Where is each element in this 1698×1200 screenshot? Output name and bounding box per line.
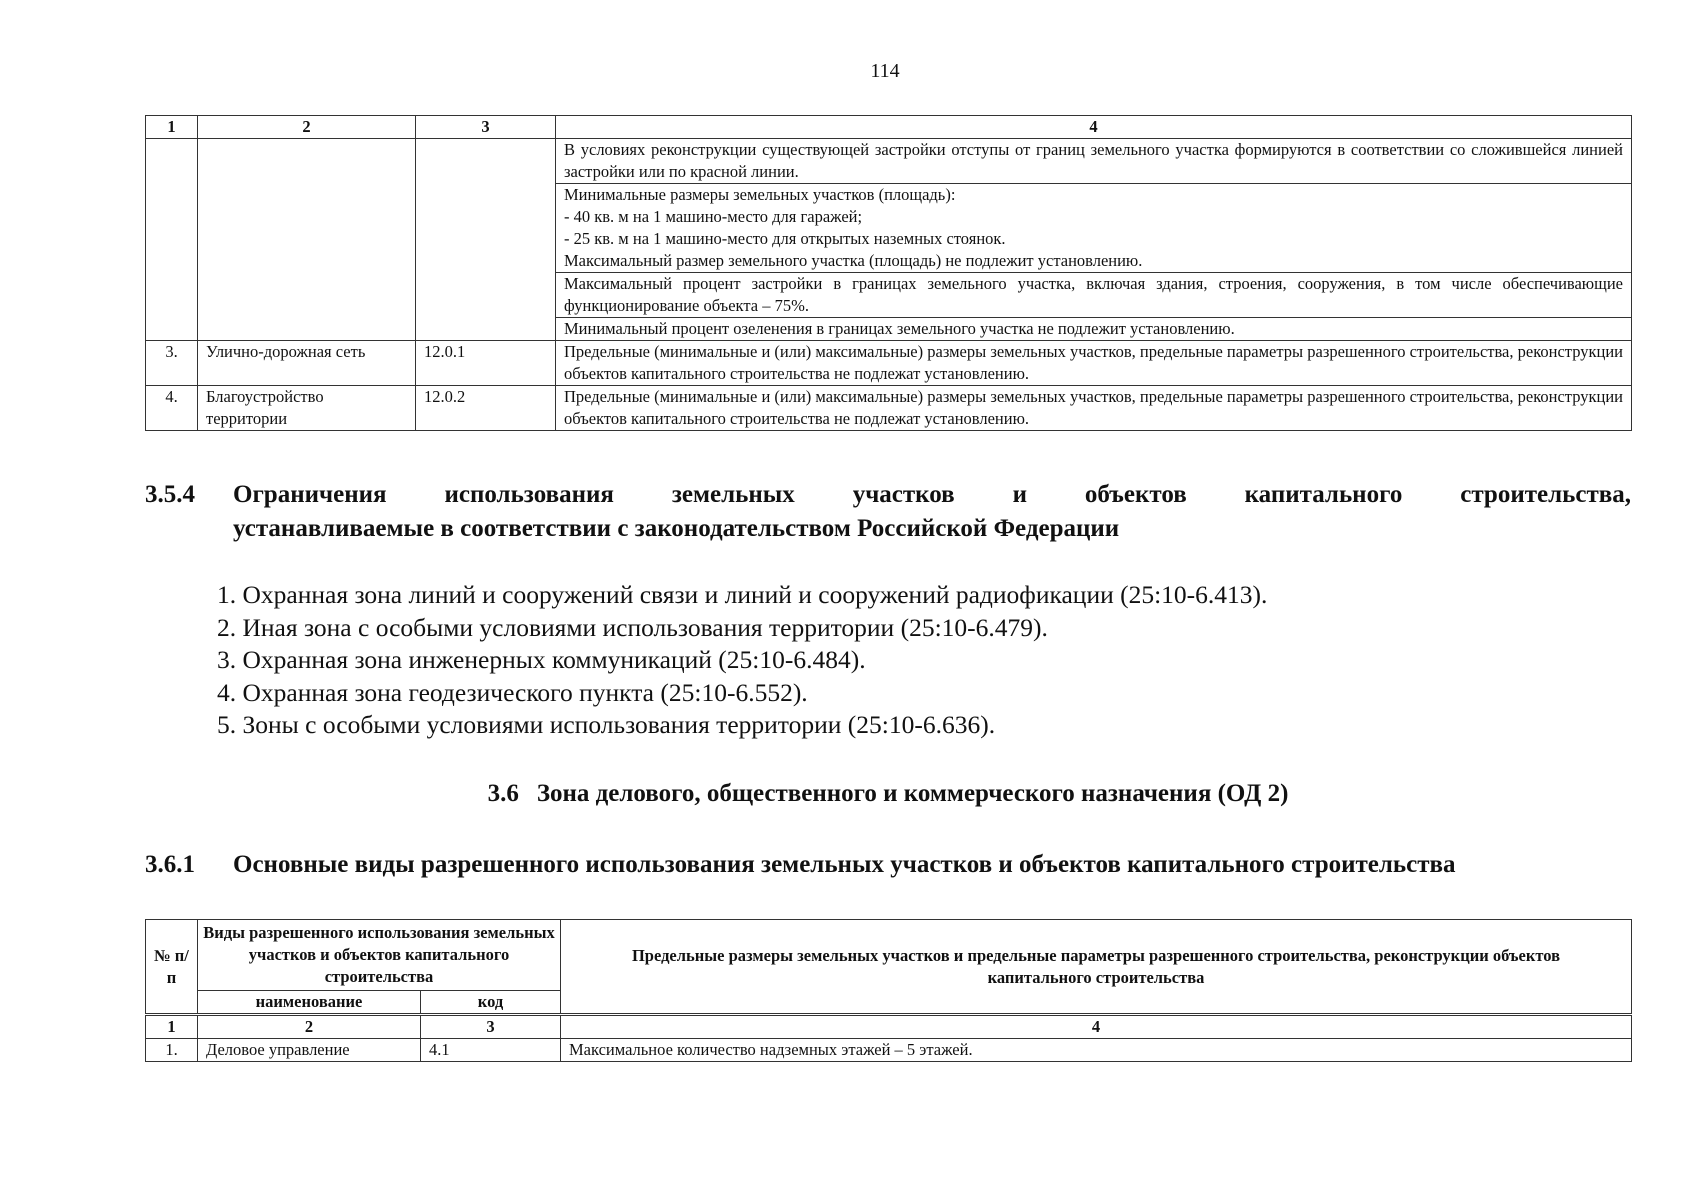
row-params: Максимальное количество надземных этажей – 5 этажей. (561, 1039, 1632, 1062)
section-title: Зона делового, общественного и коммерческого назначения (ОД 2) (536, 780, 1289, 807)
min-area-garages: - 40 кв. м на 1 машино-место для гаражей; (564, 207, 863, 226)
max-build-percent: Максимальный процент застройки в границах земельного участка, включая здания, строения, сооружения, в том числе обеспечивающие функционирование объекта – 75%. (556, 272, 1631, 317)
section-title: Основные виды разрешенного использования земельных участков и объектов капитального строительства (233, 851, 1456, 878)
header-name: наименование (198, 991, 421, 1015)
row-code: 4.1 (421, 1039, 561, 1062)
col-header-1: 1 (146, 1015, 198, 1039)
col-header-2: 2 (198, 1015, 421, 1039)
permitted-use-table (145, 919, 1632, 1062)
section-title (233, 478, 1631, 546)
empty-cell (198, 139, 416, 341)
row-params: Предельные (минимальные и (или) максимальные) размеры земельных участков, предельные параметры разрешенного строительства, реконструкции объектов капитального строительства не подлежат установлению. (556, 341, 1632, 386)
min-area-parking: - 25 кв. м на 1 машино-место для открытых наземных стоянок. (564, 229, 1006, 248)
header-types: Виды разрешенного использования земельных участков и объектов капитального строительства (198, 920, 561, 991)
column-number-row (146, 116, 1632, 139)
min-area-block (556, 183, 1631, 272)
list-item: 4. Охранная зона геодезического пункта (25:10-6.552). (217, 677, 808, 707)
row-name: Деловое управление (198, 1039, 421, 1062)
list-item: 1. Охранная зона линий и сооружений связи и линий и сооружений радиофикации (25:10-6.413). (217, 580, 1268, 609)
col-header-1: 1 (146, 116, 198, 139)
row-number: 3. (146, 341, 198, 386)
col-header-3: 3 (416, 116, 556, 139)
restrictions-list (217, 579, 1267, 742)
section-heading-3-6-1 (145, 848, 1631, 882)
row-number: 4. (146, 386, 198, 431)
max-area: Максимальный размер земельного участка (площадь) не подлежит установлению. (564, 251, 1143, 270)
section-heading-3-5-4 (145, 478, 1631, 546)
header-params: Предельные размеры земельных участков и предельные параметры разрешенного строительства, реконструкции объектов капитального строительства (561, 920, 1632, 1015)
row-code: 12.0.2 (416, 386, 556, 431)
row-number: 1. (146, 1039, 198, 1062)
setback-text: В условиях реконструкции существующей застройки отступы от границ земельного участка формируются в соответствии со сложившейся линией застройки или по красной линии. (564, 140, 1623, 181)
section-heading-3-6 (0, 780, 1698, 808)
page-number: 114 (870, 60, 900, 82)
col-header-2: 2 (198, 116, 416, 139)
row-code: 12.0.1 (416, 341, 556, 386)
col-header-3: 3 (421, 1015, 561, 1039)
min-area-title: Минимальные размеры земельных участков (площадь): (564, 185, 956, 204)
table-row (146, 1039, 1632, 1062)
list-item: 5. Зоны с особыми условиями использования территории (25:10-6.636). (217, 710, 996, 739)
continuation-row (146, 139, 1632, 341)
min-green-percent: Минимальный процент озеленения в границах земельного участка не подлежит установлению. (556, 317, 1631, 340)
row-params: Предельные (минимальные и (или) максимальные) размеры земельных участков, предельные параметры разрешенного строительства, реконструкции объектов капитального строительства не подлежат установлению. (556, 386, 1632, 431)
empty-cell (146, 139, 198, 341)
table-row (146, 341, 1632, 386)
col-header-4: 4 (556, 116, 1632, 139)
section-number: 3.6.1 (145, 851, 195, 878)
col-header-4: 4 (561, 1015, 1632, 1039)
column-number-row (146, 1015, 1632, 1039)
header-number: № п/п (146, 920, 198, 1015)
empty-cell (416, 139, 556, 341)
section-title-line1: Ограничения использования земельных участков и объектов капитального строительства, (233, 481, 1631, 508)
section-number: 3.5.4 (145, 481, 195, 508)
header-code: код (421, 991, 561, 1015)
row-name: Благоустройство территории (198, 386, 416, 431)
table-header-row (146, 920, 1632, 991)
zoning-table-continued (145, 115, 1632, 431)
section-number: 3.6 (487, 780, 519, 807)
params-cell (556, 139, 1632, 341)
list-item: 3. Охранная зона инженерных коммуникаций (25:10-6.484). (217, 645, 866, 674)
section-title-line2: устанавливаемые в соответствии с законодательством Российской Федерации (233, 515, 1120, 542)
table-row (146, 386, 1632, 431)
list-item: 2. Иная зона с особыми условиями использования территории (25:10-6.479). (217, 612, 1048, 642)
row-name: Улично-дорожная сеть (198, 341, 416, 386)
